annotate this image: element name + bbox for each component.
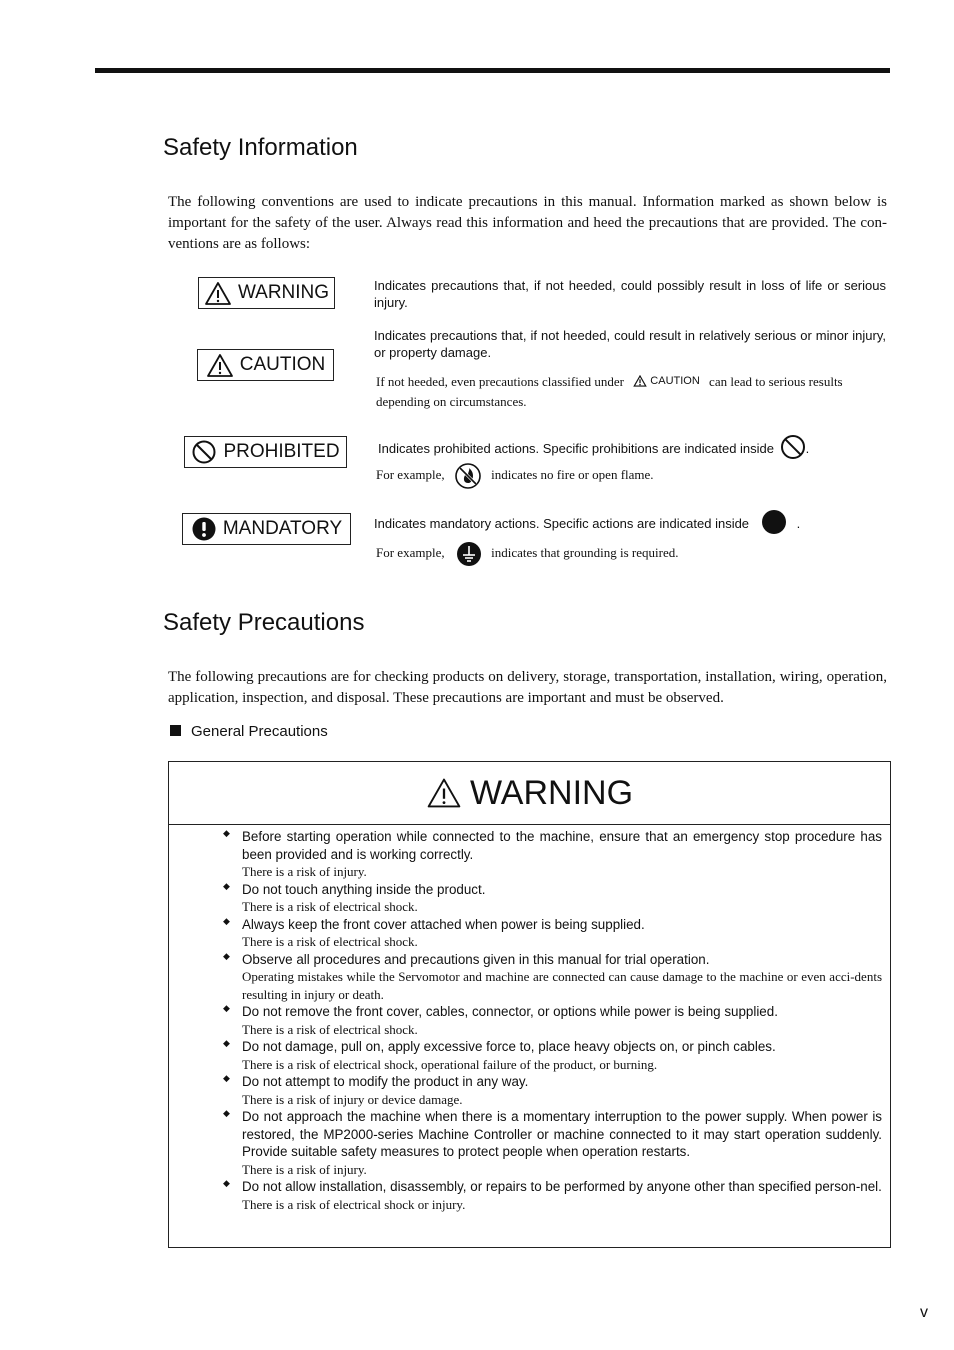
diamond-bullet-icon: ◆ — [223, 1004, 230, 1014]
warning-box-header — [169, 762, 890, 825]
page-number: v — [920, 1304, 928, 1321]
item-consequence: There is a risk of electrical shock. — [242, 899, 418, 914]
caution-label: CAUTION — [239, 354, 326, 375]
inline-caution-mark: CAUTION — [633, 371, 700, 391]
item-consequence: There is a risk of injury or device damage. — [242, 1091, 463, 1107]
prohibited-description: Indicates prohibited actions. Specific prohibitions are indicated inside . — [378, 434, 848, 460]
item-instruction: Do not remove the front cover, cables, connector, or options while power is being supplied. — [242, 1004, 778, 1019]
list-item — [223, 1003, 882, 1038]
diamond-bullet-icon: ◆ — [223, 951, 230, 962]
list-item — [223, 1038, 882, 1073]
warning-triangle-icon — [204, 281, 232, 306]
list-item — [223, 828, 882, 881]
item-consequence: There is a risk of electrical shock, operational failure of the product, or burning. — [242, 1056, 658, 1072]
mandatory-icon — [191, 516, 217, 542]
item-consequence: There is a risk of injury. — [242, 864, 367, 879]
item-instruction: Always keep the front cover attached when power is being supplied. — [242, 916, 645, 932]
diamond-bullet-icon: ◆ — [223, 1179, 230, 1189]
safety-information-title: Safety Information — [163, 134, 358, 161]
warning-label: WARNING — [237, 282, 330, 303]
warning-list — [223, 828, 882, 1213]
square-bullet-icon — [170, 725, 181, 736]
mandatory-description: Indicates mandatory actions. Specific actions are indicated inside . — [374, 509, 844, 535]
item-instruction: Do not attempt to modify the product in any way. — [242, 1074, 529, 1089]
prohibited-label: PROHIBITED — [223, 441, 340, 462]
item-instruction: Do not approach the machine when there is a momentary interruption to the power supply. When power is restored, the MP2000-series Machine Controller or machine connected to it may start operation suddenly. Provide suitable safety measures to protect people when operation restarts. — [242, 1109, 882, 1159]
diamond-bullet-icon: ◆ — [223, 1039, 230, 1049]
warning-triangle-icon — [426, 777, 462, 809]
item-instruction: Do not allow installation, disassembly, or repairs to be performed by anyone other than specified person-nel. — [242, 1179, 882, 1194]
mandatory-signal-word — [182, 513, 351, 545]
mandatory-label: MANDATORY — [222, 518, 343, 539]
list-item — [223, 1178, 882, 1213]
item-instruction: Do not touch anything inside the product. — [242, 881, 486, 897]
safety-information-intro: The following conventions are used to indicate precautions in this manual. Information marked as shown below is important for the safety of the user. Always read this information and heed the precautions that are provided. The con-ventions are as follows: — [168, 194, 887, 252]
item-instruction: Do not damage, pull on, apply excessive force to, place heavy objects on, or pinch cables. — [242, 1039, 776, 1054]
warning-box — [168, 761, 891, 1248]
list-item — [223, 1108, 882, 1178]
item-instruction: Observe all procedures and precautions given in this manual for trial operation. — [242, 951, 710, 967]
diamond-bullet-icon: ◆ — [223, 829, 230, 839]
list-item — [223, 951, 882, 1004]
warning-box-title: WARNING — [469, 773, 634, 812]
general-precautions-heading: General Precautions — [170, 723, 328, 740]
prohibited-icon — [191, 439, 217, 465]
mandatory-example: For example, indicates that grounding is required. — [376, 541, 876, 567]
list-item — [223, 881, 882, 916]
caution-signal-word — [197, 349, 334, 381]
diamond-bullet-icon: ◆ — [223, 1109, 230, 1119]
item-consequence: There is a risk of electrical shock or injury. — [242, 1196, 466, 1212]
mandatory-filled-circle-icon — [761, 509, 787, 535]
safety-precautions-title: Safety Precautions — [163, 609, 365, 636]
item-consequence: There is a risk of injury. — [242, 1161, 367, 1177]
diamond-bullet-icon: ◆ — [223, 881, 230, 892]
safety-precautions-intro: The following precautions are for checking products on delivery, storage, transportation, installation, wiring, operation, application, inspection, and disposal. These precautions are important and must be observed. — [168, 669, 887, 706]
list-item — [223, 916, 882, 951]
item-instruction: Before starting operation while connected to the machine, ensure that an emergency stop procedure has been provided and is working correctly. — [242, 829, 882, 862]
item-consequence: There is a risk of electrical shock. — [242, 1021, 418, 1037]
caution-description: Indicates precautions that, if not heeded, could result in relatively serious or minor injury, or property damage. — [374, 328, 886, 360]
prohibited-example: For example, indicates no fire or open flame. — [376, 462, 876, 490]
grounding-icon — [456, 541, 482, 567]
no-fire-icon — [454, 462, 482, 490]
item-consequence: Operating mistakes while the Servomotor and machine are connected can cause damage to the machine or even acci-dents resulting in injury or death. — [242, 969, 882, 1002]
warning-triangle-icon — [206, 353, 234, 378]
prohibited-signal-word — [184, 436, 347, 468]
top-rule — [95, 68, 890, 73]
list-item — [223, 1073, 882, 1108]
diamond-bullet-icon: ◆ — [223, 1074, 230, 1084]
warning-triangle-icon — [633, 375, 647, 387]
caution-note: If not heeded, even precautions classified under CAUTION can lead to serious results depending on circumstances. — [376, 371, 886, 412]
warning-signal-word — [198, 277, 335, 309]
diamond-bullet-icon: ◆ — [223, 916, 230, 927]
item-consequence: There is a risk of electrical shock. — [242, 934, 418, 949]
warning-description: Indicates precautions that, if not heeded, could possibly result in loss of life or serious injury. — [374, 278, 886, 310]
prohibited-icon — [780, 434, 806, 460]
